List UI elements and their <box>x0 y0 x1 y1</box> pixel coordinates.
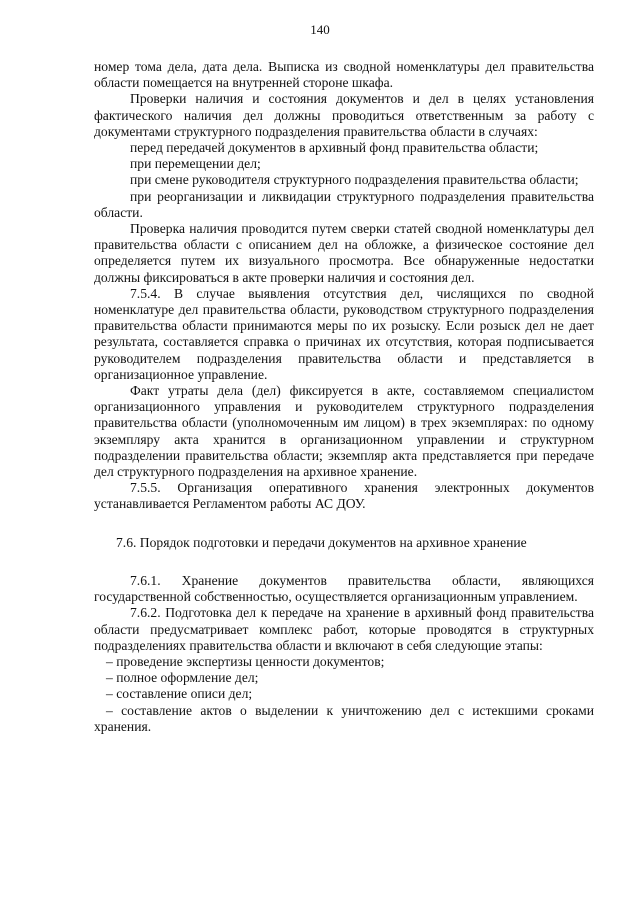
paragraph: при смене руководителя структурного подразделения правительства области; <box>130 172 579 188</box>
section-heading: 7.6. Порядок подготовки и передачи документов на архивное хранение <box>116 534 527 550</box>
page-number: 140 <box>310 22 330 37</box>
paragraph: 7.5.5. Организация оперативного хранения электронных документов устанавливается Регламентом работы АС ДОУ. <box>94 480 594 512</box>
paragraph: при перемещении дел; <box>130 156 261 172</box>
paragraph: Проверки наличия и состояния документов и дел в целях установления фактического наличия дел должны проводиться ответственным за работу с документами структурного подразделения правительства области в случаях: <box>94 91 594 139</box>
list-item: – проведение экспертизы ценности документов; <box>106 653 385 669</box>
list-item: – составление описи дел; <box>106 686 253 702</box>
paragraph: Факт утраты дела (дел) фиксируется в акте, составляемом специалистом организационного управления и руководителем структурного подразделения правительства области (уполномоченным им лицом) в трех экземплярах: по одному экземпляру акта хранится в организационном управлении и структурном подразделении правительства области; экземпляр акта представляется при передаче дел структурного подразделения на архивное хранение. <box>94 383 594 480</box>
document-body <box>94 59 594 735</box>
paragraph: перед передачей документов в архивный фонд правительства области; <box>130 140 539 156</box>
list-item: – составление актов о выделении к уничтожению дел с истекшими сроками хранения. <box>94 702 594 734</box>
paragraph: номер тома дела, дата дела. Выписка из сводной номенклатуры дел правительства области помещается на внутренней стороне шкафа. <box>94 59 594 91</box>
paragraph: 7.6.1. Хранение документов правительства области, являющихся государственной собственностью, осуществляется организационным управлением. <box>94 572 594 605</box>
paragraph: 7.5.4. В случае выявления отсутствия дел, числящихся по сводной номенклатуре дел правительства области, руководством структурного подразделения правительства области принимаются меры по их розыску. Если розыск дел не дает результата, составляется справка о причинах их отсутствия, которая подписывается руководителем подразделения правительства области и представляется в организационное управление. <box>94 285 594 382</box>
paragraph: Проверка наличия проводится путем сверки статей сводной номенклатуры дел правительства области с описанием дел на обложке, а физическое состояние дел определяется путем их визуального просмотра. Все обнаруженные недостатки должны фиксироваться в акте проверки наличия и состояния дел. <box>94 221 594 285</box>
list-item: – полное оформление дел; <box>106 670 259 686</box>
paragraph: 7.6.2. Подготовка дел к передаче на хранение в архивный фонд правительства области предусматривает комплекс работ, которые проводятся в структурных подразделениях правительства области и включают в себя следующие этапы: <box>94 605 594 653</box>
paragraph: при реорганизации и ликвидации структурного подразделения правительства области. <box>94 188 594 220</box>
